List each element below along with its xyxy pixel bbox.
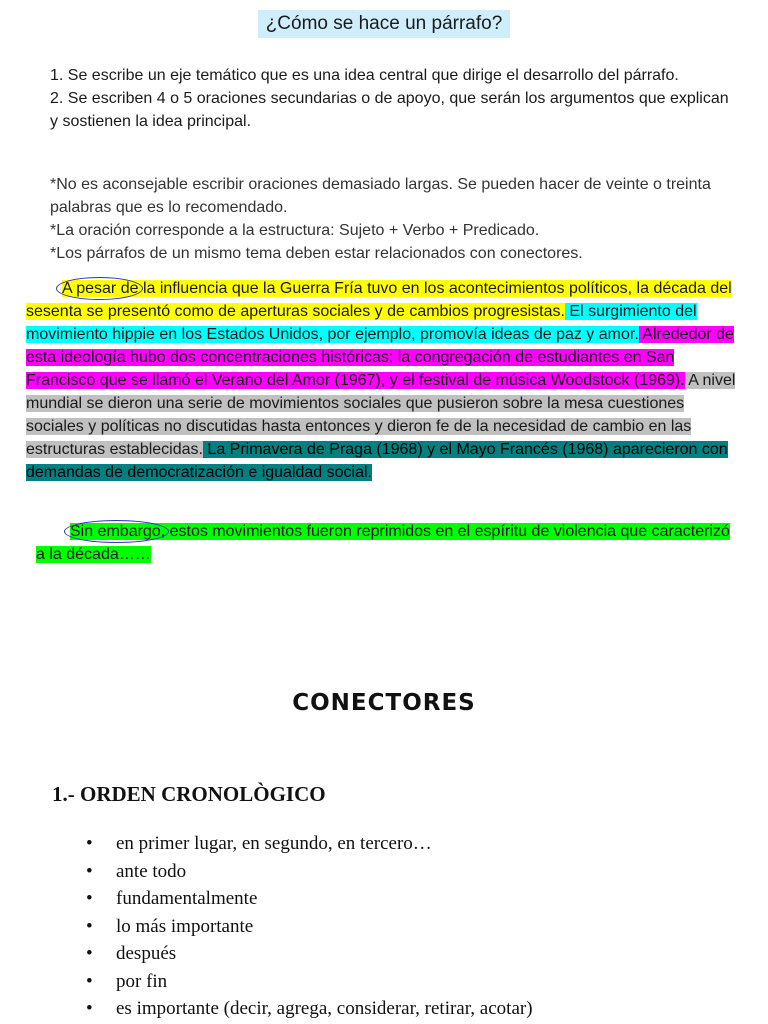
highlight-cyan: El surgimiento del movimiento hippie en los Estados Unidos, por ejemplo, promovía ideas de paz y amor. bbox=[26, 303, 697, 343]
list-item: • en primer lugar, en segundo, en tercero… bbox=[86, 830, 533, 858]
example-paragraph-2 bbox=[36, 520, 741, 566]
step-item: 2. Se escriben 4 o 5 oraciones secundarias o de apoyo, que serán los argumentos que explican y sostienen la idea principal. bbox=[50, 90, 729, 130]
list-item: • es importante (decir, agrega, considerar, retirar, acotar) bbox=[86, 995, 533, 1023]
steps-list bbox=[50, 64, 740, 133]
highlight-magenta: Alrededor de esta ideología hubo dos concentraciones históricas; la congregación de estudiantes en San Francisco que se llamó el Verano del Amor (1967), y el festival de música Woodstock (1969). bbox=[26, 326, 734, 389]
connector-list bbox=[86, 830, 533, 1023]
list-item: • fundamentalmente bbox=[86, 885, 533, 913]
conectores-heading: CONECTORES bbox=[292, 690, 476, 716]
highlight-green bbox=[36, 523, 730, 563]
page-title: ¿Cómo se hace un párrafo? bbox=[258, 10, 511, 38]
list-item: • ante todo bbox=[86, 858, 533, 886]
connector-circled: A pesar de bbox=[62, 280, 139, 297]
highlight-teal: La Primavera de Praga (1968) y el Mayo Francés (1968) aparecieron con demandas de democratización e igualdad social. bbox=[26, 441, 728, 481]
yellow-text: la influencia que la Guerra Fría tuvo en los acontecimientos políticos, la década del sesenta se presentó como de aperturas sociales y de cambios progresistas. bbox=[26, 280, 732, 320]
list-item: • lo más importante bbox=[86, 913, 533, 941]
example-paragraph bbox=[26, 277, 741, 484]
note-item: *No es aconsejable escribir oraciones demasiado largas. Se pueden hacer de veinte o treinta palabras que es lo recomendado. bbox=[50, 176, 711, 216]
section-title: 1.- ORDEN CRONOLÒGICO bbox=[52, 782, 326, 806]
step-item: 1. Se escribe un eje temático que es una idea central que dirige el desarrollo del párrafo. bbox=[50, 67, 679, 84]
title-wrapper bbox=[0, 10, 768, 38]
notes-list bbox=[50, 173, 740, 265]
note-item: *Los párrafos de un mismo tema deben estar relacionados con conectores. bbox=[50, 245, 583, 262]
note-item: *La oración corresponde a la estructura: Sujeto + Verbo + Predicado. bbox=[50, 222, 540, 239]
highlight-gray: A nivel mundial se dieron una serie de movimientos sociales que pusieron sobre la mesa cuestiones sociales y políticas no discutidas hasta entonces y dieron fe de la necesidad de cambio en las estructuras establecidas. bbox=[26, 372, 736, 458]
list-item: • por fin bbox=[86, 968, 533, 996]
connector-circled: Sin embargo, bbox=[70, 523, 166, 540]
list-item: • después bbox=[86, 940, 533, 968]
green-text: estos movimientos fueron reprimidos en el espíritu de violencia que caracterizó a la década…… bbox=[36, 523, 730, 563]
